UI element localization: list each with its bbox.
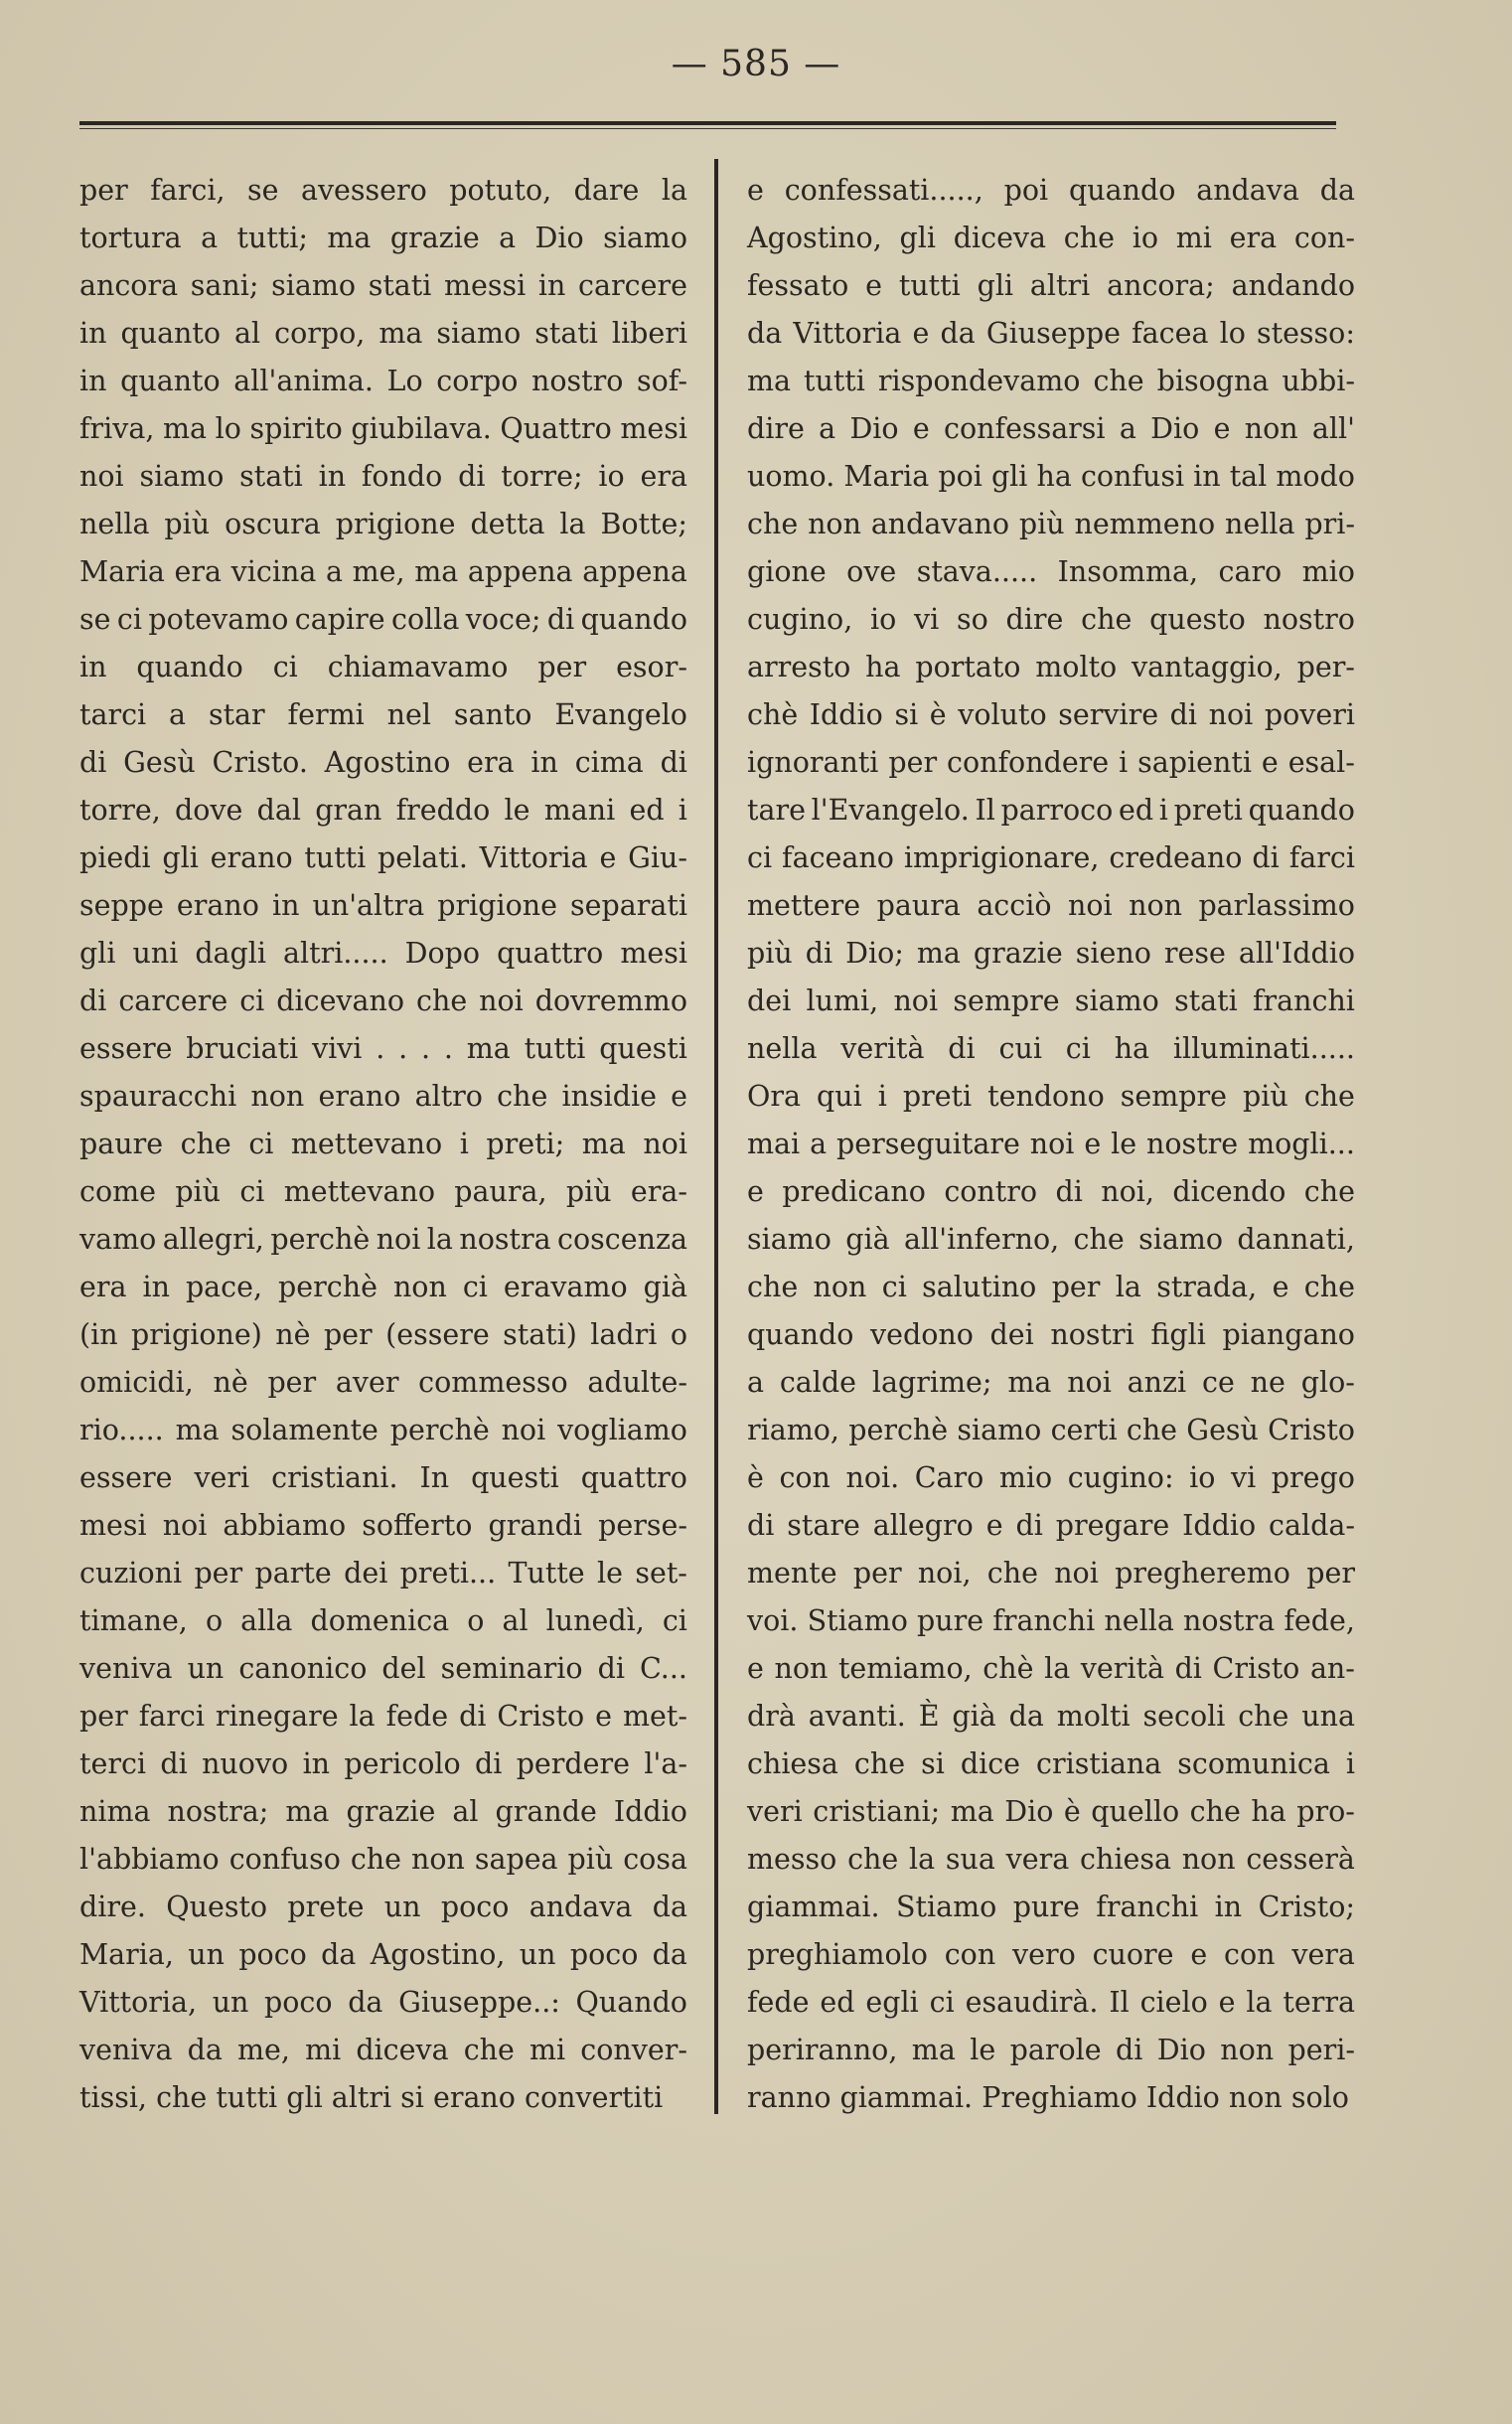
text-line: Maria, un poco da Agostino, un poco da (79, 1938, 687, 1971)
text-line: piedi gli erano tutti pelati. Vittoria e Giu- (79, 841, 687, 874)
text-line: ma tutti rispondevamo che bisogna ubbi- (747, 365, 1355, 397)
text-line: seppe erano in un'altra prigione separati (79, 889, 687, 922)
text-line: in quando ci chiamavamo per esor- (79, 651, 687, 683)
text-line: periranno, ma le parole di Dio non peri- (747, 2034, 1355, 2066)
text-line: tortura a tutti; ma grazie a Dio siamo (79, 222, 687, 254)
text-line: nella verità di cui ci ha illuminati..... (747, 1032, 1355, 1065)
text-line: di carcere ci dicevano che noi dovremmo (79, 985, 687, 1017)
text-line: essere bruciati vivi . . . . ma tutti questi (79, 1032, 687, 1065)
text-line: mettere paura acciò noi non parlassimo (747, 889, 1355, 922)
text-line: siamo già all'inferno, che siamo dannati, (747, 1223, 1355, 1256)
text-line: arresto ha portato molto vantaggio, per- (747, 651, 1355, 683)
text-line: timane, o alla domenica o al lunedì, ci (79, 1604, 687, 1637)
text-line: e non temiamo, chè la verità di Cristo an- (747, 1652, 1355, 1685)
text-line: Vittoria, un poco da Giuseppe..: Quando (79, 1986, 687, 2019)
text-line: riamo, perchè siamo certi che Gesù Cristo (747, 1414, 1355, 1446)
text-line: più di Dio; ma grazie sieno rese all'Iddio (747, 937, 1355, 970)
text-line: se ci potevamo capire colla voce; di quando (79, 603, 687, 636)
text-line: che non ci salutino per la strada, e che (747, 1271, 1355, 1303)
text-line: noi siamo stati in fondo di torre; io era (79, 460, 687, 493)
text-line: terci di nuovo in pericolo di perdere l'a- (79, 1747, 687, 1780)
text-line: cugino, io vi so dire che questo nostro (747, 603, 1355, 636)
text-line: ci faceano imprigionare, credeano di farci (747, 841, 1355, 874)
text-line: dei lumi, noi sempre siamo stati franchi (747, 985, 1355, 1017)
text-line: fessato e tutti gli altri ancora; andando (747, 269, 1355, 302)
text-line: come più ci mettevano paura, più era- (79, 1175, 687, 1208)
text-line: l'abbiamo confuso che non sapea più cosa (79, 1843, 687, 1876)
text-line: rio..... ma solamente perchè noi vogliamo (79, 1414, 687, 1446)
text-line: chè Iddio si è voluto servire di noi poveri (747, 698, 1355, 731)
text-line: omicidi, nè per aver commesso adulte- (79, 1366, 687, 1399)
text-line: chiesa che si dice cristiana scomunica i (747, 1747, 1355, 1780)
text-line: preghiamolo con vero cuore e con vera (747, 1938, 1355, 1971)
text-line: era in pace, perchè non ci eravamo già (79, 1271, 687, 1303)
text-line: gli uni dagli altri..... Dopo quattro mesi (79, 937, 687, 970)
text-line: è con noi. Caro mio cugino: io vi prego (747, 1461, 1355, 1494)
text-line: voi. Stiamo pure franchi nella nostra fede, (747, 1604, 1355, 1637)
text-line: da Vittoria e da Giuseppe facea lo stesso: (747, 317, 1355, 350)
text-line: in quanto al corpo, ma siamo stati liberi (79, 317, 687, 350)
text-line: quando vedono dei nostri figli piangano (747, 1318, 1355, 1351)
text-line: spauracchi non erano altro che insidie e (79, 1080, 687, 1113)
text-line: ignoranti per confondere i sapienti e esal- (747, 746, 1355, 779)
text-line: tissi, che tutti gli altri si erano convertiti (79, 2081, 664, 2114)
text-line: ancora sani; siamo stati messi in carcere (79, 269, 687, 302)
text-line: essere veri cristiani. In questi quattro (79, 1461, 687, 1494)
text-line: dire a Dio e confessarsi a Dio e non all' (747, 412, 1355, 445)
text-line: nima nostra; ma grazie al grande Iddio (79, 1795, 687, 1828)
text-line: uomo. Maria poi gli ha confusi in tal modo (747, 460, 1355, 493)
text-line: mente per noi, che noi pregheremo per (747, 1557, 1355, 1590)
text-line: veniva da me, mi diceva che mi conver- (79, 2034, 687, 2066)
text-line: e predicano contro di noi, dicendo che (747, 1175, 1355, 1208)
text-line: drà avanti. È già da molti secoli che una (747, 1700, 1355, 1733)
text-line: fede ed egli ci esaudirà. Il cielo e la terra (747, 1986, 1355, 2019)
text-line: torre, dove dal gran freddo le mani ed i (79, 794, 687, 827)
text-line: paure che ci mettevano i preti; ma noi (79, 1128, 687, 1160)
text-line: per farci rinegare la fede di Cristo e met- (79, 1700, 687, 1733)
text-line: vamo allegri, perchè noi la nostra coscenza (79, 1223, 687, 1256)
text-line: tarci a star fermi nel santo Evangelo (79, 698, 687, 731)
text-line: nella più oscura prigione detta la Botte; (79, 508, 687, 540)
text-line: friva, ma lo spirito giubilava. Quattro mesi (79, 412, 687, 445)
text-line: veri cristiani; ma Dio è quello che ha pro- (747, 1795, 1355, 1828)
text-line: messo che la sua vera chiesa non cesserà (747, 1843, 1355, 1876)
text-line: mesi noi abbiamo sofferto grandi perse- (79, 1509, 687, 1542)
text-line: che non andavano più nemmeno nella pri- (747, 508, 1355, 540)
text-line: Agostino, gli diceva che io mi era con- (747, 222, 1355, 254)
text-line: ranno giammai. Preghiamo Iddio non solo (747, 2081, 1349, 2114)
text-line: cuzioni per parte dei preti... Tutte le set- (79, 1557, 687, 1590)
text-line: di Gesù Cristo. Agostino era in cima di (79, 746, 687, 779)
text-line: per farci, se avessero potuto, dare la (79, 174, 687, 207)
text-line: giammai. Stiamo pure franchi in Cristo; (747, 1891, 1355, 1923)
column-divider (714, 159, 718, 2114)
text-line: gione ove stava..... Insomma, caro mio (747, 555, 1355, 588)
text-line: mai a perseguitare noi e le nostre mogli... (747, 1128, 1355, 1160)
text-line: e confessati....., poi quando andava da (747, 174, 1355, 207)
right-column (747, 167, 1355, 2122)
header-rule (79, 121, 1336, 129)
text-line: tare l'Evangelo. Il parroco ed i preti quando (747, 794, 1355, 827)
text-line: Maria era vicina a me, ma appena appena (79, 555, 687, 588)
text-line: in quanto all'anima. Lo corpo nostro sof- (79, 365, 687, 397)
text-line: di stare allegro e di pregare Iddio calda- (747, 1509, 1355, 1542)
text-line: (in prigione) nè per (essere stati) ladri o (79, 1318, 687, 1351)
text-line: a calde lagrime; ma noi anzi ce ne glo- (747, 1366, 1355, 1399)
left-column (79, 167, 687, 2122)
text-line: Ora qui i preti tendono sempre più che (747, 1080, 1355, 1113)
text-line: veniva un canonico del seminario di C... (79, 1652, 687, 1685)
text-line: dire. Questo prete un poco andava da (79, 1891, 687, 1923)
page-number: — 585 — (671, 44, 841, 84)
